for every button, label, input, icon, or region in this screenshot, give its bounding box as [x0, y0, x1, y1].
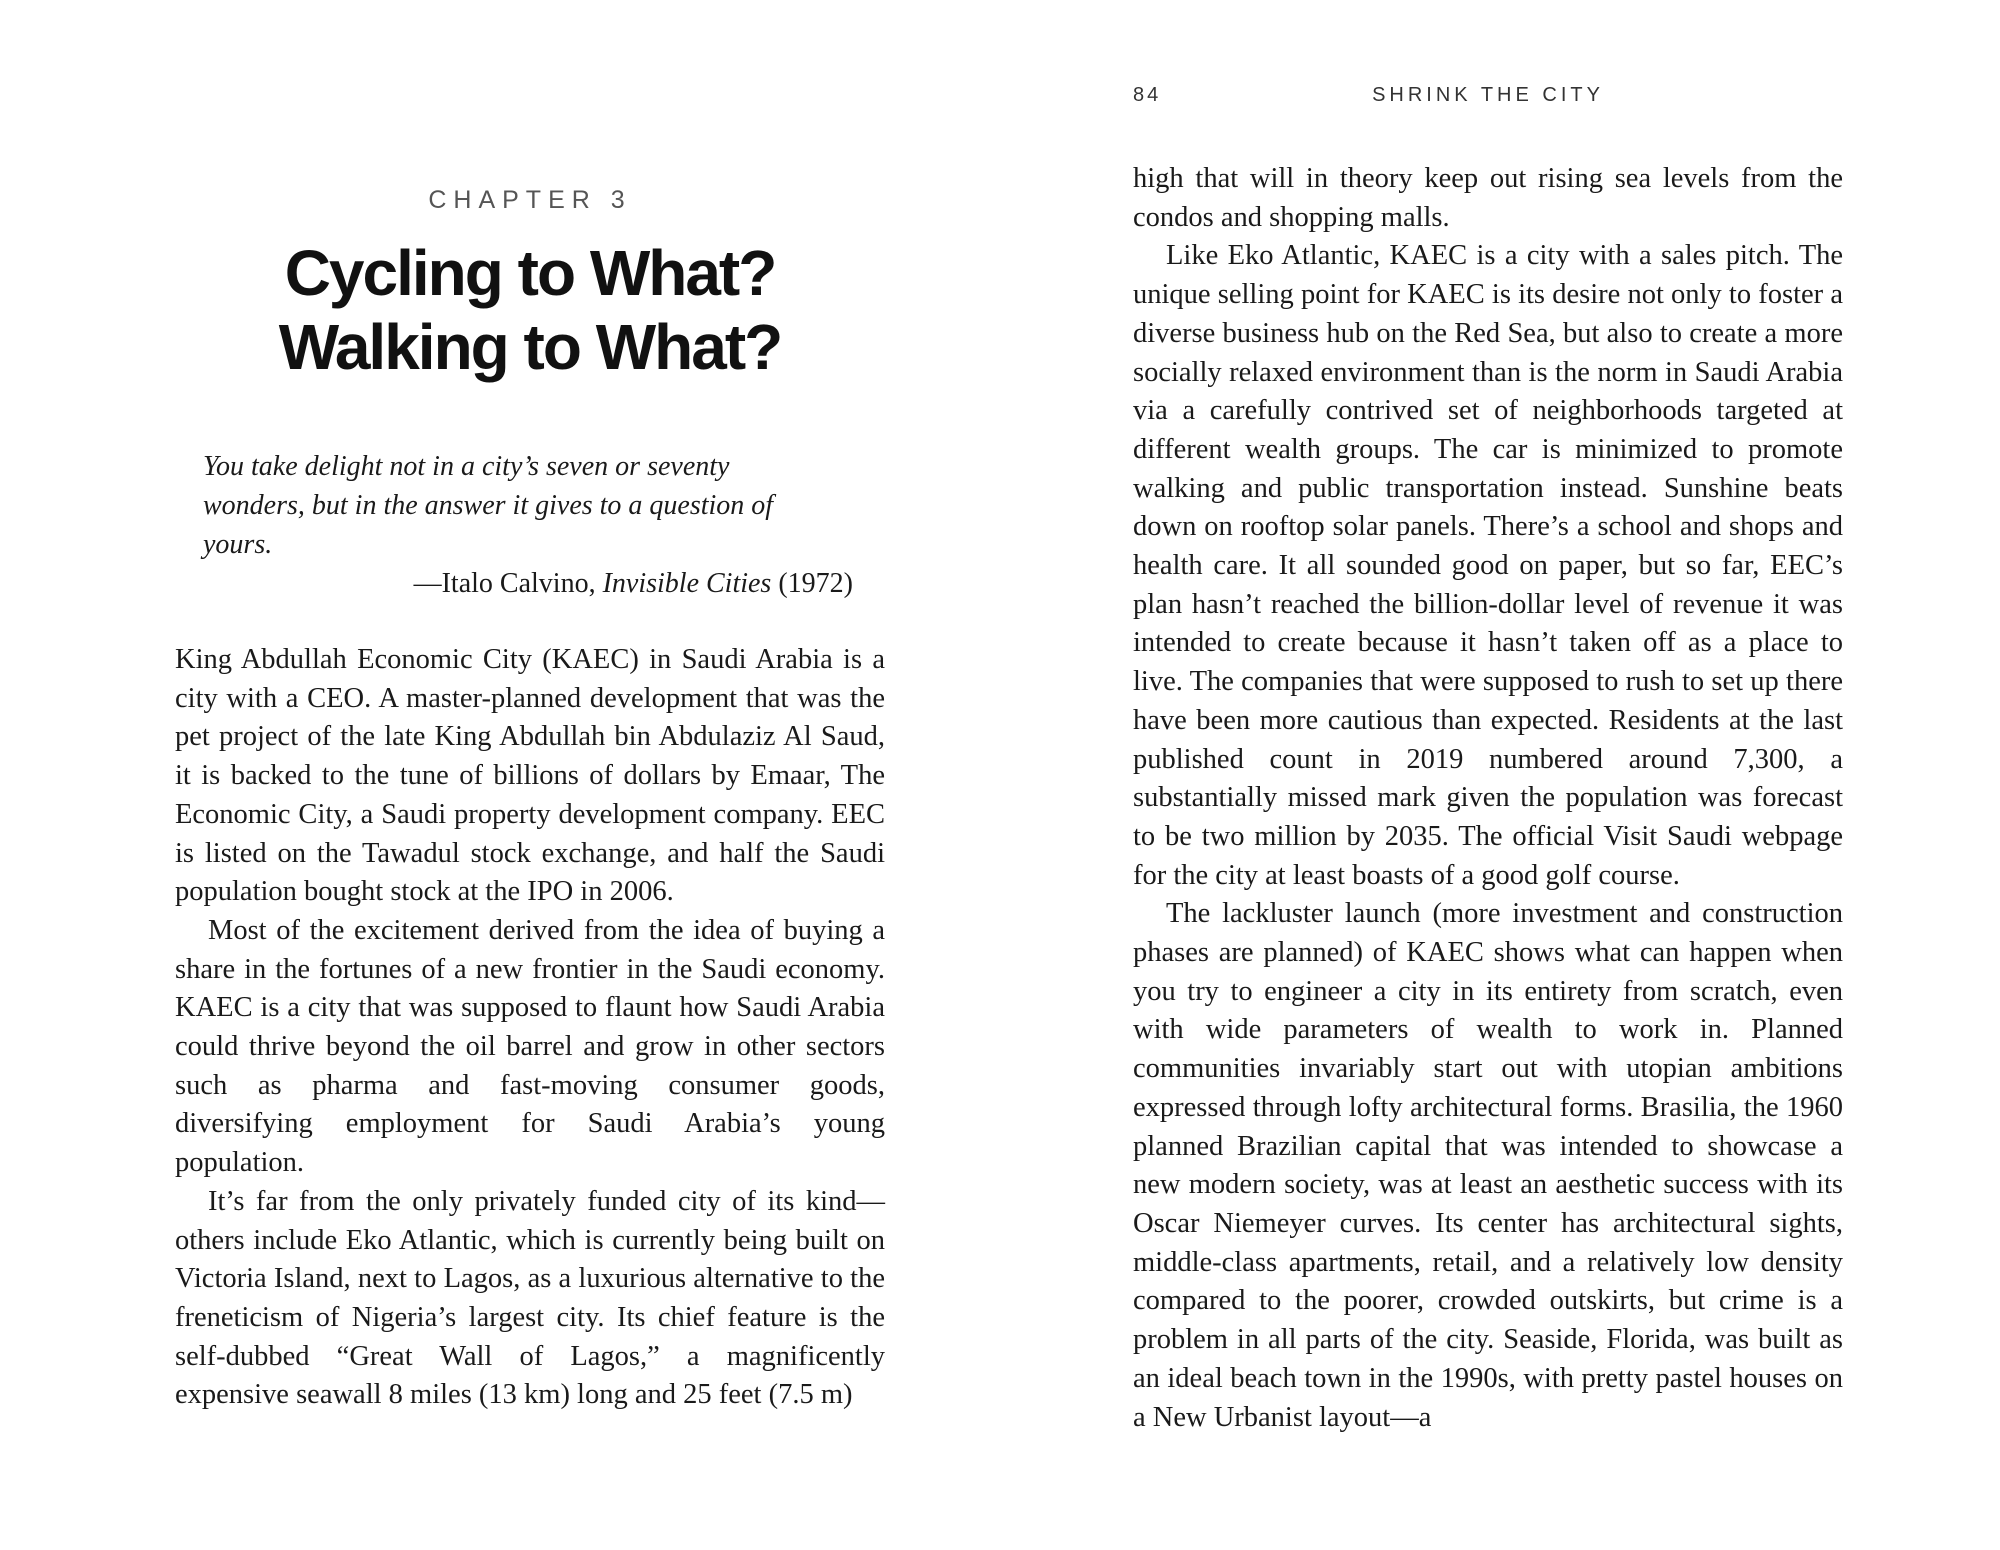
- chapter-title: [175, 236, 885, 384]
- page-number: 84: [1133, 84, 1162, 106]
- running-head: [1133, 84, 1843, 114]
- chapter-label: CHAPTER 3: [428, 186, 632, 214]
- running-title: SHRINK THE CITY: [1372, 84, 1604, 106]
- chapter-title-line-2: Walking to What?: [278, 311, 782, 383]
- chapter-title-line-1: Cycling to What?: [284, 237, 776, 309]
- epigraph-year: (1972): [771, 568, 853, 599]
- epigraph-quote: You take delight not in a city’s seven or seventy wonders, but in the answer it gives to a question of yours.: [203, 451, 774, 560]
- epigraph-attribution: [203, 564, 853, 603]
- paragraph: high that will in theory keep out rising sea levels from the condos and shopping malls.: [1133, 163, 1843, 233]
- paragraph: It’s far from the only privately funded city of its kind—others include Eko Atlantic, which is currently being built on Victoria Island, next to Lagos, as a luxurious alternative to the freneticism of Nigeria’s largest city. Its chief feature is the self-dubbed “Great Wall of Lagos,” a magnificently expensive seawall 8 miles (13 km) long and 25 feet (7.5 m): [175, 1185, 885, 1411]
- paragraph: Most of the excitement derived from the idea of buying a share in the fortunes of a new frontier in the Saudi economy. KAEC is a city that was supposed to flaunt how Saudi Arabia could thrive beyond the oil barrel and grow in other sectors such as pharma and fast-moving consumer goods, diversifying employment for Saudi Arabia’s young population.: [175, 914, 885, 1179]
- epigraph-book-title: Invisible Cities: [602, 568, 772, 599]
- paragraph: King Abdullah Economic City (KAEC) in Saudi Arabia is a city with a CEO. A master-planned development that was the pet project of the late King Abdullah bin Abdulaziz Al Saud, it is backed to the tune of billions of dollars by Emaar, The Economic City, a Saudi property development company. EEC is listed on the Tawadul stock exchange, and half the Saudi population bought stock at the IPO in 2006.: [175, 644, 885, 908]
- left-body-text: [175, 641, 885, 1415]
- paragraph: Like Eko Atlantic, KAEC is a city with a sales pitch. The unique selling point for KAEC is its desire not only to foster a diverse business hub on the Red Sea, but also to create a more socially relaxed environment than is the norm in Saudi Arabia via a carefully contrived set of neighborhoods targeted at different wealth groups. The car is minimized to promote walking and public transportation instead. Sunshine beats down on rooftop solar panels. There’s a school and shops and health care. It all sounded good on paper, but so far, EEC’s plan hasn’t reached the billion-dollar level of revenue it was intended to create because it hasn’t taken off as a place to live. The companies that were supposed to rush to set up there have been more cautious than expected. Residents at the last published count in 2019 numbered around 7,300, a substantially missed mark given the population was forecast to be two million by 2035. The official Visit Saudi webpage for the city at least boasts of a good golf course.: [1133, 240, 1843, 891]
- epigraph: [203, 447, 853, 603]
- epigraph-author: —Italo Calvino,: [413, 568, 603, 599]
- right-body-text: [1133, 160, 1843, 1437]
- paragraph: The lackluster launch (more investment and construction phases are planned) of KAEC shows what can happen when you try to engineer a city in its entirety from scratch, even with wide parameters of wealth to work in. Planned communities invariably start out with utopian ambitions expressed through lofty architectural forms. Brasilia, the 1960 planned Brazilian capital that was intended to showcase a new modern society, was at least an aesthetic success with its Oscar Niemeyer curves. Its center has architectural sights, middle-class apartments, retail, and a relatively low density compared to the poorer, crowded outskirts, but crime is a problem in all parts of the city. Seaside, Florida, was built as an ideal beach town in the 1990s, with pretty pastel houses on a New Urbanist layout—a: [1133, 898, 1843, 1433]
- right-page: [1000, 0, 2000, 1550]
